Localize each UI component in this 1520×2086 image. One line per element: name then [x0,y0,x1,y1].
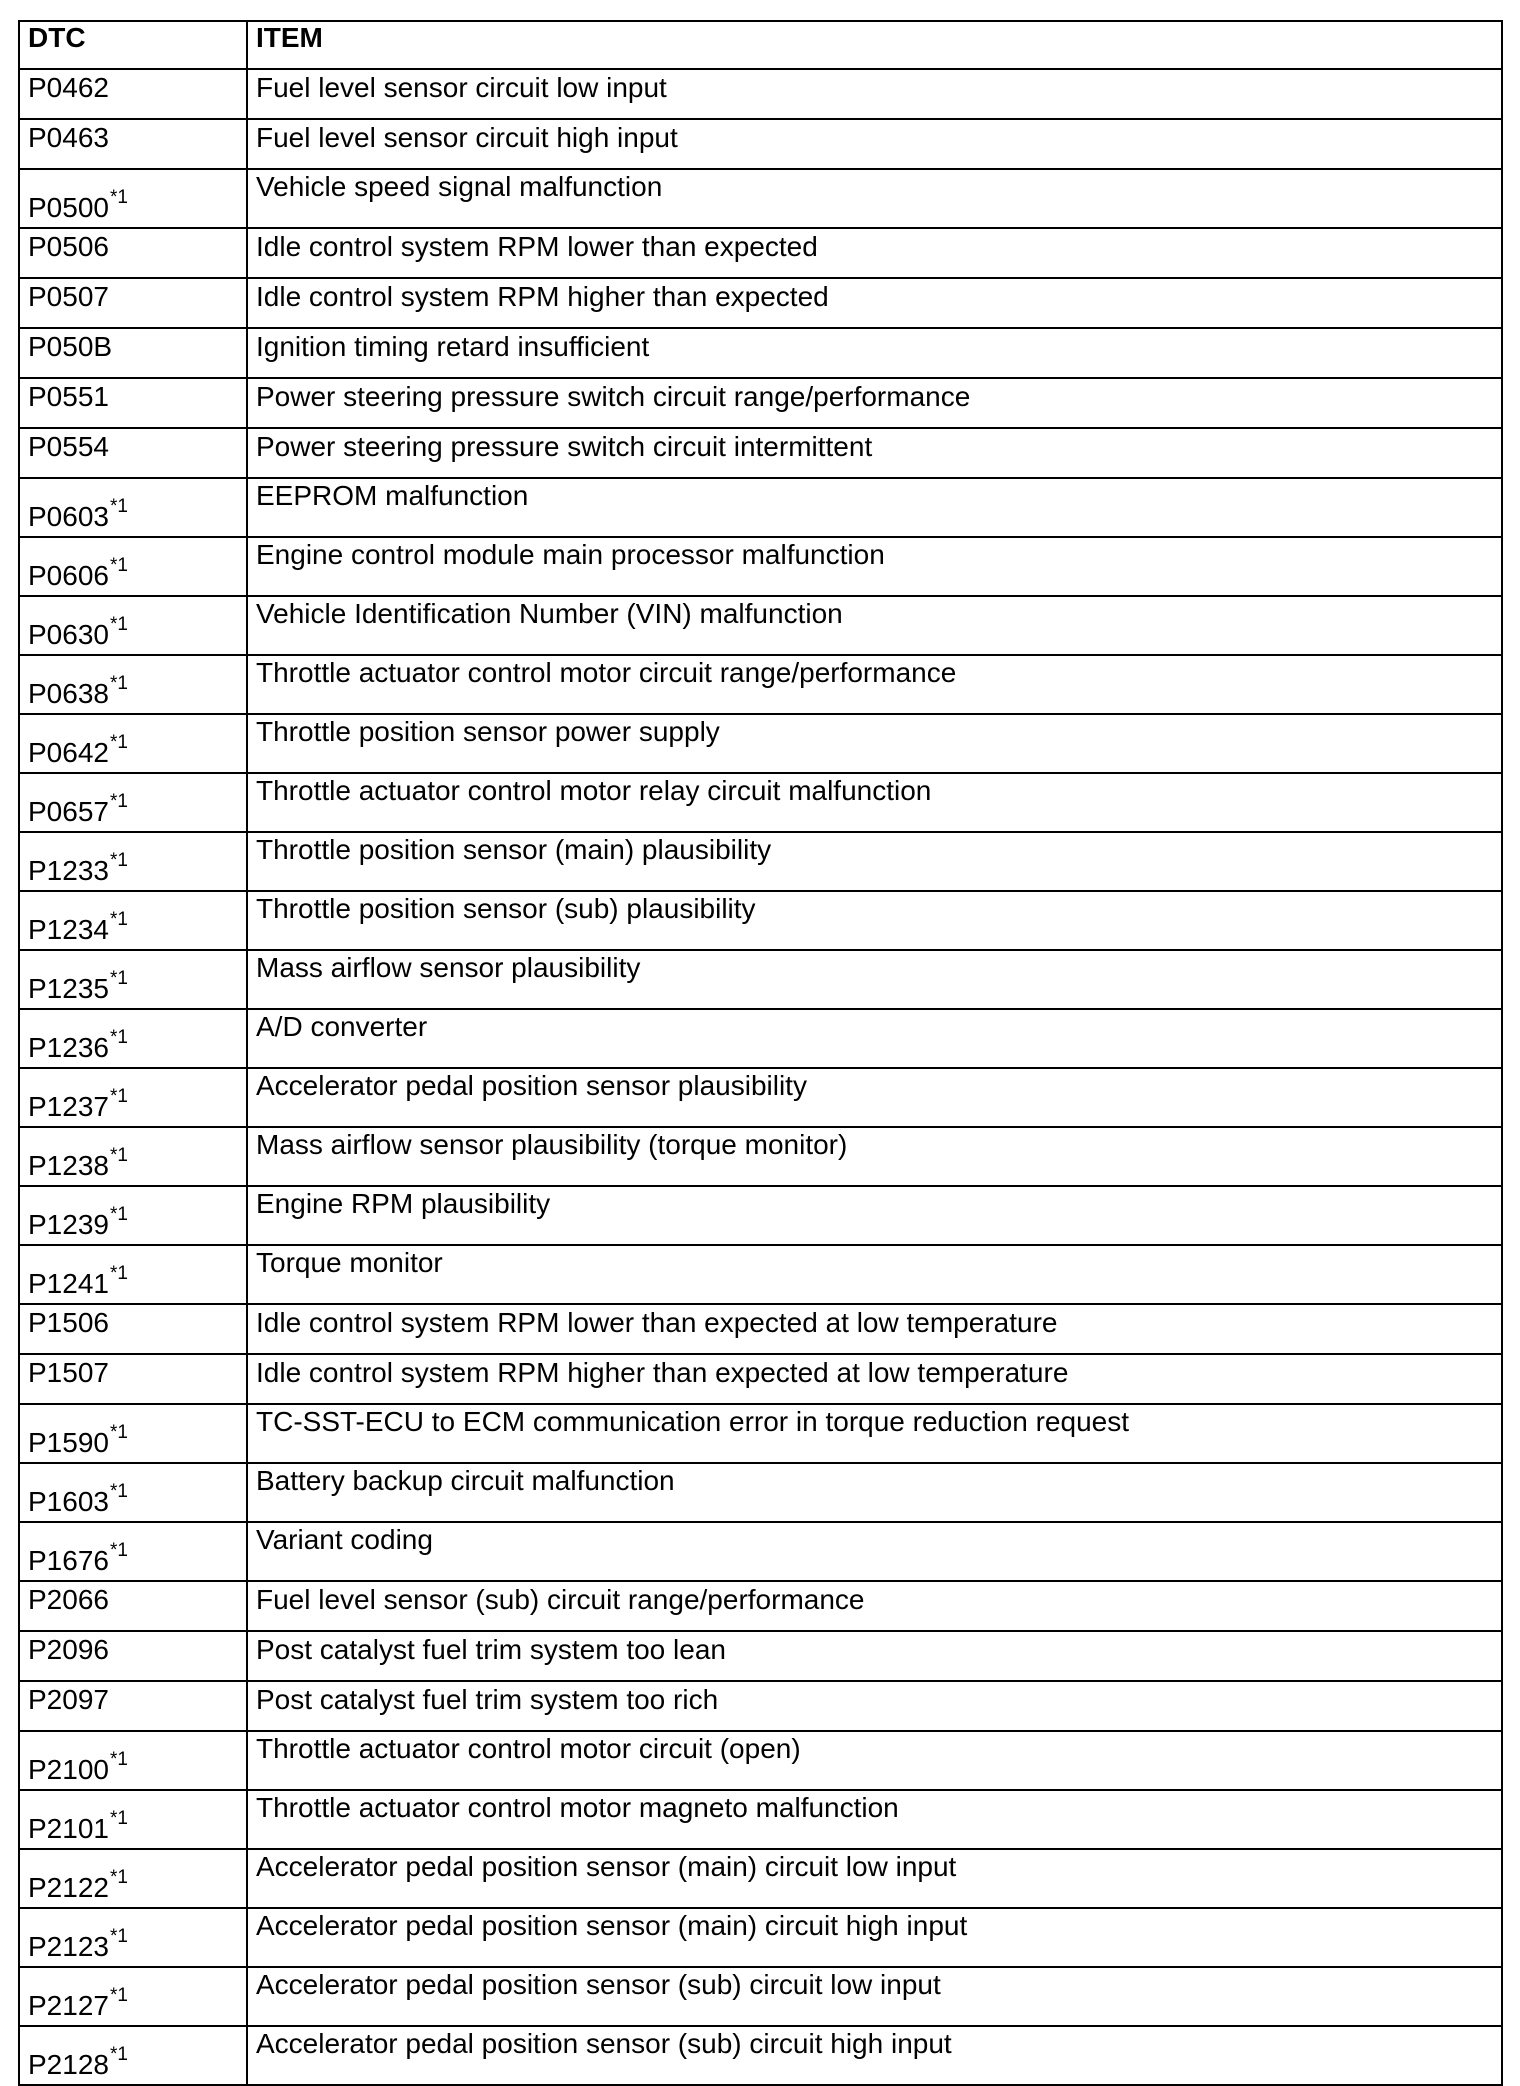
dtc-code: P1590 [28,1427,109,1458]
table-row [19,1849,1502,1908]
dtc-code: P0500 [28,192,109,223]
dtc-code: P0630 [28,619,109,650]
dtc-item: Throttle position sensor power supply [247,714,1502,773]
dtc-item: Throttle position sensor (main) plausibility [247,832,1502,891]
dtc-code-cell [19,1404,247,1463]
footnote-marker: *1 [109,673,128,694]
dtc-code-cell [19,1068,247,1127]
dtc-code-cell [19,1908,247,1967]
dtc-code: P0603 [28,501,109,532]
footnote-marker: *1 [109,909,128,930]
dtc-code: P2097 [28,1684,109,1715]
table-row [19,228,1502,278]
dtc-code-cell [19,714,247,773]
dtc-code-cell [19,478,247,537]
table-row [19,891,1502,950]
footnote-marker: *1 [109,1808,128,1829]
dtc-item: Power steering pressure switch circuit range/performance [247,378,1502,428]
dtc-item: Throttle actuator control motor relay circuit malfunction [247,773,1502,832]
dtc-code: P1239 [28,1209,109,1240]
dtc-code: P0551 [28,381,109,412]
dtc-code-cell [19,69,247,119]
dtc-item: Fuel level sensor (sub) circuit range/performance [247,1581,1502,1631]
header-dtc: DTC [19,21,247,69]
dtc-code: P0554 [28,431,109,462]
dtc-item: Post catalyst fuel trim system too lean [247,1631,1502,1681]
dtc-item: Vehicle Identification Number (VIN) malfunction [247,596,1502,655]
table-row [19,69,1502,119]
dtc-code: P2127 [28,1990,109,2021]
table-row [19,1967,1502,2026]
dtc-table [18,20,1503,2086]
dtc-code-cell [19,1581,247,1631]
dtc-code-cell [19,655,247,714]
table-row [19,1245,1502,1304]
dtc-code: P0642 [28,737,109,768]
dtc-item: Engine RPM plausibility [247,1186,1502,1245]
dtc-code-cell [19,1354,247,1404]
dtc-code: P0506 [28,231,109,262]
dtc-code-cell [19,228,247,278]
footnote-marker: *1 [109,1985,128,2006]
dtc-item: Variant coding [247,1522,1502,1581]
dtc-item: Throttle actuator control motor magneto malfunction [247,1790,1502,1849]
dtc-code: P0507 [28,281,109,312]
table-row [19,2026,1502,2085]
dtc-code: P050B [28,331,113,362]
dtc-code: P1241 [28,1268,109,1299]
dtc-code-cell [19,278,247,328]
footnote-marker: *1 [109,850,128,871]
footnote-marker: *1 [109,1422,128,1443]
dtc-code-cell [19,1304,247,1354]
table-row [19,537,1502,596]
table-row [19,1631,1502,1681]
dtc-code-cell [19,1009,247,1068]
table-row [19,832,1502,891]
footnote-marker: *1 [109,732,128,753]
dtc-code: P1234 [28,914,109,945]
dtc-code-cell [19,1849,247,1908]
dtc-item: Vehicle speed signal malfunction [247,169,1502,228]
table-row [19,1463,1502,1522]
dtc-item: Idle control system RPM lower than expected at low temperature [247,1304,1502,1354]
dtc-code: P1603 [28,1486,109,1517]
dtc-item: Torque monitor [247,1245,1502,1304]
footnote-marker: *1 [109,614,128,635]
header-row [19,21,1502,69]
dtc-item: Idle control system RPM higher than expected [247,278,1502,328]
dtc-code: P0638 [28,678,109,709]
dtc-code-cell [19,328,247,378]
dtc-code-cell [19,891,247,950]
dtc-code-cell [19,428,247,478]
dtc-code: P2123 [28,1931,109,1962]
dtc-code-cell [19,1631,247,1681]
dtc-item: Mass airflow sensor plausibility [247,950,1502,1009]
dtc-item: Fuel level sensor circuit high input [247,119,1502,169]
table-row [19,1404,1502,1463]
footnote-marker: *1 [109,1263,128,1284]
footnote-marker: *1 [109,968,128,989]
table-row [19,328,1502,378]
dtc-code: P2128 [28,2049,109,2080]
dtc-item: Ignition timing retard insufficient [247,328,1502,378]
table-row [19,1127,1502,1186]
dtc-item: Accelerator pedal position sensor (sub) circuit low input [247,1967,1502,2026]
dtc-item: Idle control system RPM lower than expected [247,228,1502,278]
dtc-code-cell [19,2026,247,2085]
dtc-code: P2066 [28,1584,109,1615]
dtc-item: Fuel level sensor circuit low input [247,69,1502,119]
dtc-code-cell [19,1127,247,1186]
dtc-item: Mass airflow sensor plausibility (torque monitor) [247,1127,1502,1186]
dtc-code-cell [19,832,247,891]
footnote-marker: *1 [109,2044,128,2065]
table-row [19,1581,1502,1631]
dtc-item: Throttle position sensor (sub) plausibility [247,891,1502,950]
table-row [19,278,1502,328]
footnote-marker: *1 [109,1145,128,1166]
dtc-code: P0463 [28,122,109,153]
footnote-marker: *1 [109,1749,128,1770]
dtc-item: Throttle actuator control motor circuit (open) [247,1731,1502,1790]
table-row [19,378,1502,428]
footnote-marker: *1 [109,1481,128,1502]
footnote-marker: *1 [109,496,128,517]
header-item: ITEM [247,21,1502,69]
dtc-code-cell [19,773,247,832]
dtc-code: P1506 [28,1307,109,1338]
dtc-item: Accelerator pedal position sensor plausibility [247,1068,1502,1127]
dtc-code: P1236 [28,1032,109,1063]
dtc-item: Engine control module main processor malfunction [247,537,1502,596]
footnote-marker: *1 [109,1027,128,1048]
footnote-marker: *1 [109,1540,128,1561]
dtc-code: P1507 [28,1357,109,1388]
footnote-marker: *1 [109,555,128,576]
dtc-code-cell [19,1731,247,1790]
table-row [19,655,1502,714]
dtc-item: Post catalyst fuel trim system too rich [247,1681,1502,1731]
dtc-item: Battery backup circuit malfunction [247,1463,1502,1522]
dtc-code-cell [19,169,247,228]
footnote-marker: *1 [109,1926,128,1947]
dtc-item: EEPROM malfunction [247,478,1502,537]
dtc-code-cell [19,1186,247,1245]
dtc-item: A/D converter [247,1009,1502,1068]
table-row [19,478,1502,537]
dtc-item: Accelerator pedal position sensor (main) circuit low input [247,1849,1502,1908]
table-row [19,950,1502,1009]
dtc-item: Accelerator pedal position sensor (main) circuit high input [247,1908,1502,1967]
dtc-code: P2096 [28,1634,109,1665]
dtc-code-cell [19,950,247,1009]
dtc-code: P1233 [28,855,109,886]
dtc-code: P1237 [28,1091,109,1122]
table-row [19,1068,1502,1127]
table-header [19,21,1502,69]
table-row [19,714,1502,773]
dtc-code-cell [19,537,247,596]
table-row [19,1186,1502,1245]
table-row [19,596,1502,655]
dtc-code-cell [19,1967,247,2026]
footnote-marker: *1 [109,791,128,812]
dtc-code-cell [19,1681,247,1731]
dtc-code-cell [19,1245,247,1304]
dtc-code: P1676 [28,1545,109,1576]
dtc-code-cell [19,1463,247,1522]
dtc-item: TC-SST-ECU to ECM communication error in torque reduction request [247,1404,1502,1463]
dtc-code-cell [19,1522,247,1581]
table-row [19,119,1502,169]
table-row [19,1790,1502,1849]
table-row [19,169,1502,228]
footnote-marker: *1 [109,1867,128,1888]
table-row [19,1354,1502,1404]
dtc-code: P1235 [28,973,109,1004]
table-row [19,428,1502,478]
dtc-code: P1238 [28,1150,109,1181]
dtc-code: P0657 [28,796,109,827]
dtc-item: Throttle actuator control motor circuit range/performance [247,655,1502,714]
dtc-code: P0462 [28,72,109,103]
footnote-marker: *1 [109,1086,128,1107]
dtc-code-cell [19,119,247,169]
table-row [19,1009,1502,1068]
dtc-code: P0606 [28,560,109,591]
dtc-code: P2122 [28,1872,109,1903]
table-row [19,1731,1502,1790]
dtc-item: Idle control system RPM higher than expected at low temperature [247,1354,1502,1404]
table-row [19,1681,1502,1731]
dtc-code: P2100 [28,1754,109,1785]
table-row [19,1522,1502,1581]
footnote-marker: *1 [109,1204,128,1225]
table-row [19,1908,1502,1967]
table-row [19,773,1502,832]
dtc-code: P2101 [28,1813,109,1844]
table-body [19,69,1502,2085]
table-row [19,1304,1502,1354]
dtc-code-cell [19,1790,247,1849]
dtc-item: Accelerator pedal position sensor (sub) circuit high input [247,2026,1502,2085]
footnote-marker: *1 [109,187,128,208]
dtc-item: Power steering pressure switch circuit intermittent [247,428,1502,478]
dtc-code-cell [19,596,247,655]
dtc-code-cell [19,378,247,428]
